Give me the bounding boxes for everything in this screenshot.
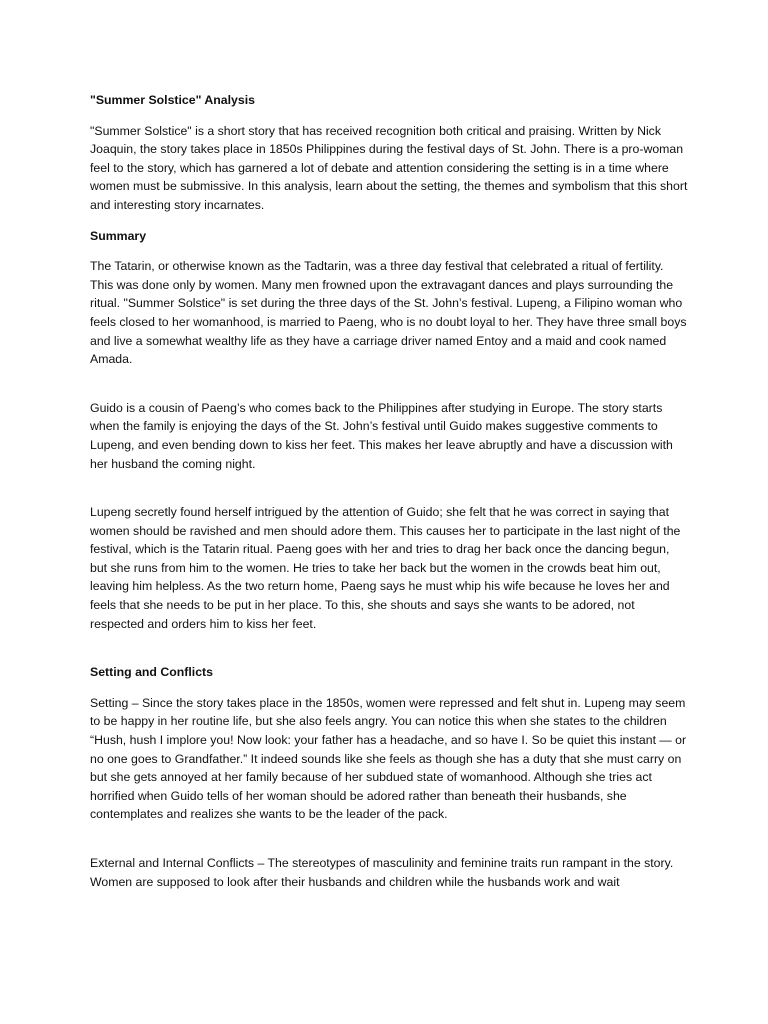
summary-paragraph-2: Guido is a cousin of Paeng’s who comes back to the Philippines after studying in Europe. The story starts when the family is enjoying the days of the St. John’s festival until Guido makes suggestive comments to Lupeng, and even bending down to kiss her feet. This makes her leave abruptly and have a discussion with her husband the coming night.: [90, 400, 673, 471]
document-body: [90, 91, 688, 903]
summary-paragraph-1: The Tatarin, or otherwise known as the Tadtarin, was a three day festival that celebrated a ritual of fertility. This was done only by women. Many men frowned upon the extravagant dances and plays surrounding the ritual. "Summer Solstice" is set during the three days of the St. John’s festival. Lupeng, a Filipino woman who feels closed to her womanhood, is married to Paeng, who is no doubt loyal to her. They have three small boys and live a somewhat wealthy life as they have a carriage driver named Entoy and a maid and cook named Amada.: [90, 259, 687, 367]
intro-paragraph: "Summer Solstice" is a short story that has received recognition both critical and praising. Written by Nick Joaquin, the story takes place in 1850s Philippines during the festival days of St. John. There is a pro-woman feel to the story, which has garnered a lot of debate and attention considering the setting is in a time where women must be submissive. In this analysis, learn about the setting, the themes and symbolism that this short and interesting story incarnates.: [90, 123, 688, 212]
setting-paragraph-1: Setting – Since the story takes place in the 1850s, women were repressed and felt shut in. Lupeng may seem to be happy in her routine life, but she also feels angry. You can notice this when she states to the children “Hush, hush I implore you! Now look: your father has a headache, and so have I. So be quiet this instant — or no one goes to Grandfather.” It indeed sounds like she feels as though she has a duty that she must carry on but she gets annoyed at her family because of her subdued state of womanhood. Although she tries act horrified when Guido tells of her woman should be adored rather than beneath their husbands, she contemplates and realizes she wants to be the leader of the pack.: [90, 695, 687, 822]
summary-paragraph-3: Lupeng secretly found herself intrigued by the attention of Guido; she felt that he was correct in saying that women should be ravished and men should adore them. This causes her to participate in the last night of the festival, which is the Tatarin ritual. Paeng goes with her and tries to drag her back once the dancing begun, but she runs from him to the women. He tries to take her back but the women in the crowds beat him out, leaving him helpless. As the two return home, Paeng says he must whip his wife because he loves her and feels that she needs to be put in her place. To this, she shouts and says she wants to be adored, not respected and orders him to kiss her feet.: [90, 505, 681, 631]
conflicts-paragraph: External and Internal Conflicts – The stereotypes of masculinity and feminine traits run rampant in the story. Women are supposed to look after their husbands and children while the husbands work and wait: [90, 856, 674, 889]
document-title: "Summer Solstice" Analysis: [90, 93, 255, 107]
summary-heading: Summary: [90, 228, 147, 243]
setting-heading: Setting and Conflicts: [90, 665, 213, 680]
